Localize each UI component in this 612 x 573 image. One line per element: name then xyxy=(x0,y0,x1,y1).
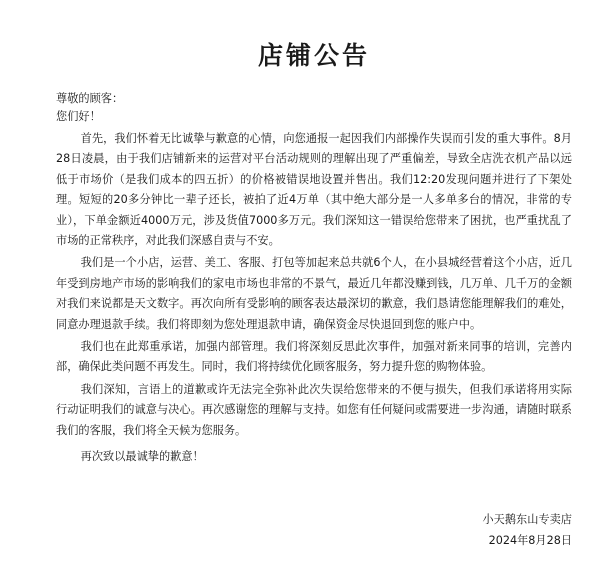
greeting: 您们好！ xyxy=(56,110,101,123)
signature-block xyxy=(482,509,572,551)
paragraph-commitment: 我们也在此郑重承诺，加强内部管理。我们将深刻反思此次事件，加强对新来同事的培训，完善内部，确保此类问题不再发生。同时，我们将持续优化顾客服务，努力提升您的购物体验。 xyxy=(56,340,572,374)
notice-title: 店铺公告 xyxy=(257,41,370,70)
salutation: 尊敬的顾客： xyxy=(56,92,124,105)
closing-line: 再次致以最诚挚的歉意！ xyxy=(80,450,204,464)
paragraph-incident: 首先，我们怀着无比诚挚与歉意的心情，向您通报一起因我们内部操作失误而引发的重大事件。8月28日凌晨，由于我们店铺新来的运营对平台活动规则的理解出现了严重偏差，导致全店洗衣机产品以远低于市场价（是我们成本的四五折）的价格被错误地设置并售出。我们12:20发现问题并进行了下架处理。短短的20多分钟比一辈子还长，被拍了近4万单（其中绝大部分是一人多单多台的情况，非常的专业），下单金额近4000万元，涉及货值7000多万元。我们深知这一错误给您带来了困扰，也严重扰乱了市场的正常秩序，对此我们深感自责与不安。 xyxy=(56,132,572,248)
signature-date: 2024年8月28日 xyxy=(488,534,572,547)
paragraph-store-situation: 我们是一个小店，运营、美工、客服、打包等加起来总共就6个人，在小县城经营着这个小店，近几年受到房地产市场的影响我们的家电市场也非常的不景气，最近几年都没赚到钱，几万单、几千万的金额对我们来说都是天文数字。再次向所有受影响的顾客表达最深切的歉意，我们恳请您能理解我们的难处，同意办理退款手续。我们将即刻为您处理退款申请，确保资金尽快退回到您的账户中。 xyxy=(56,256,572,331)
signature-store-name: 小天鹅东山专卖店 xyxy=(482,513,572,526)
paragraph-apology: 我们深知，言语上的道歉或许无法完全弥补此次失误给您带来的不便与损失，但我们承诺将用实际行动证明我们的诚意与决心。再次感谢您的理解与支持。如您有任何疑问或需要进一步沟通，请随时联系我们的客服，我们将全天候为您服务。 xyxy=(56,382,572,437)
